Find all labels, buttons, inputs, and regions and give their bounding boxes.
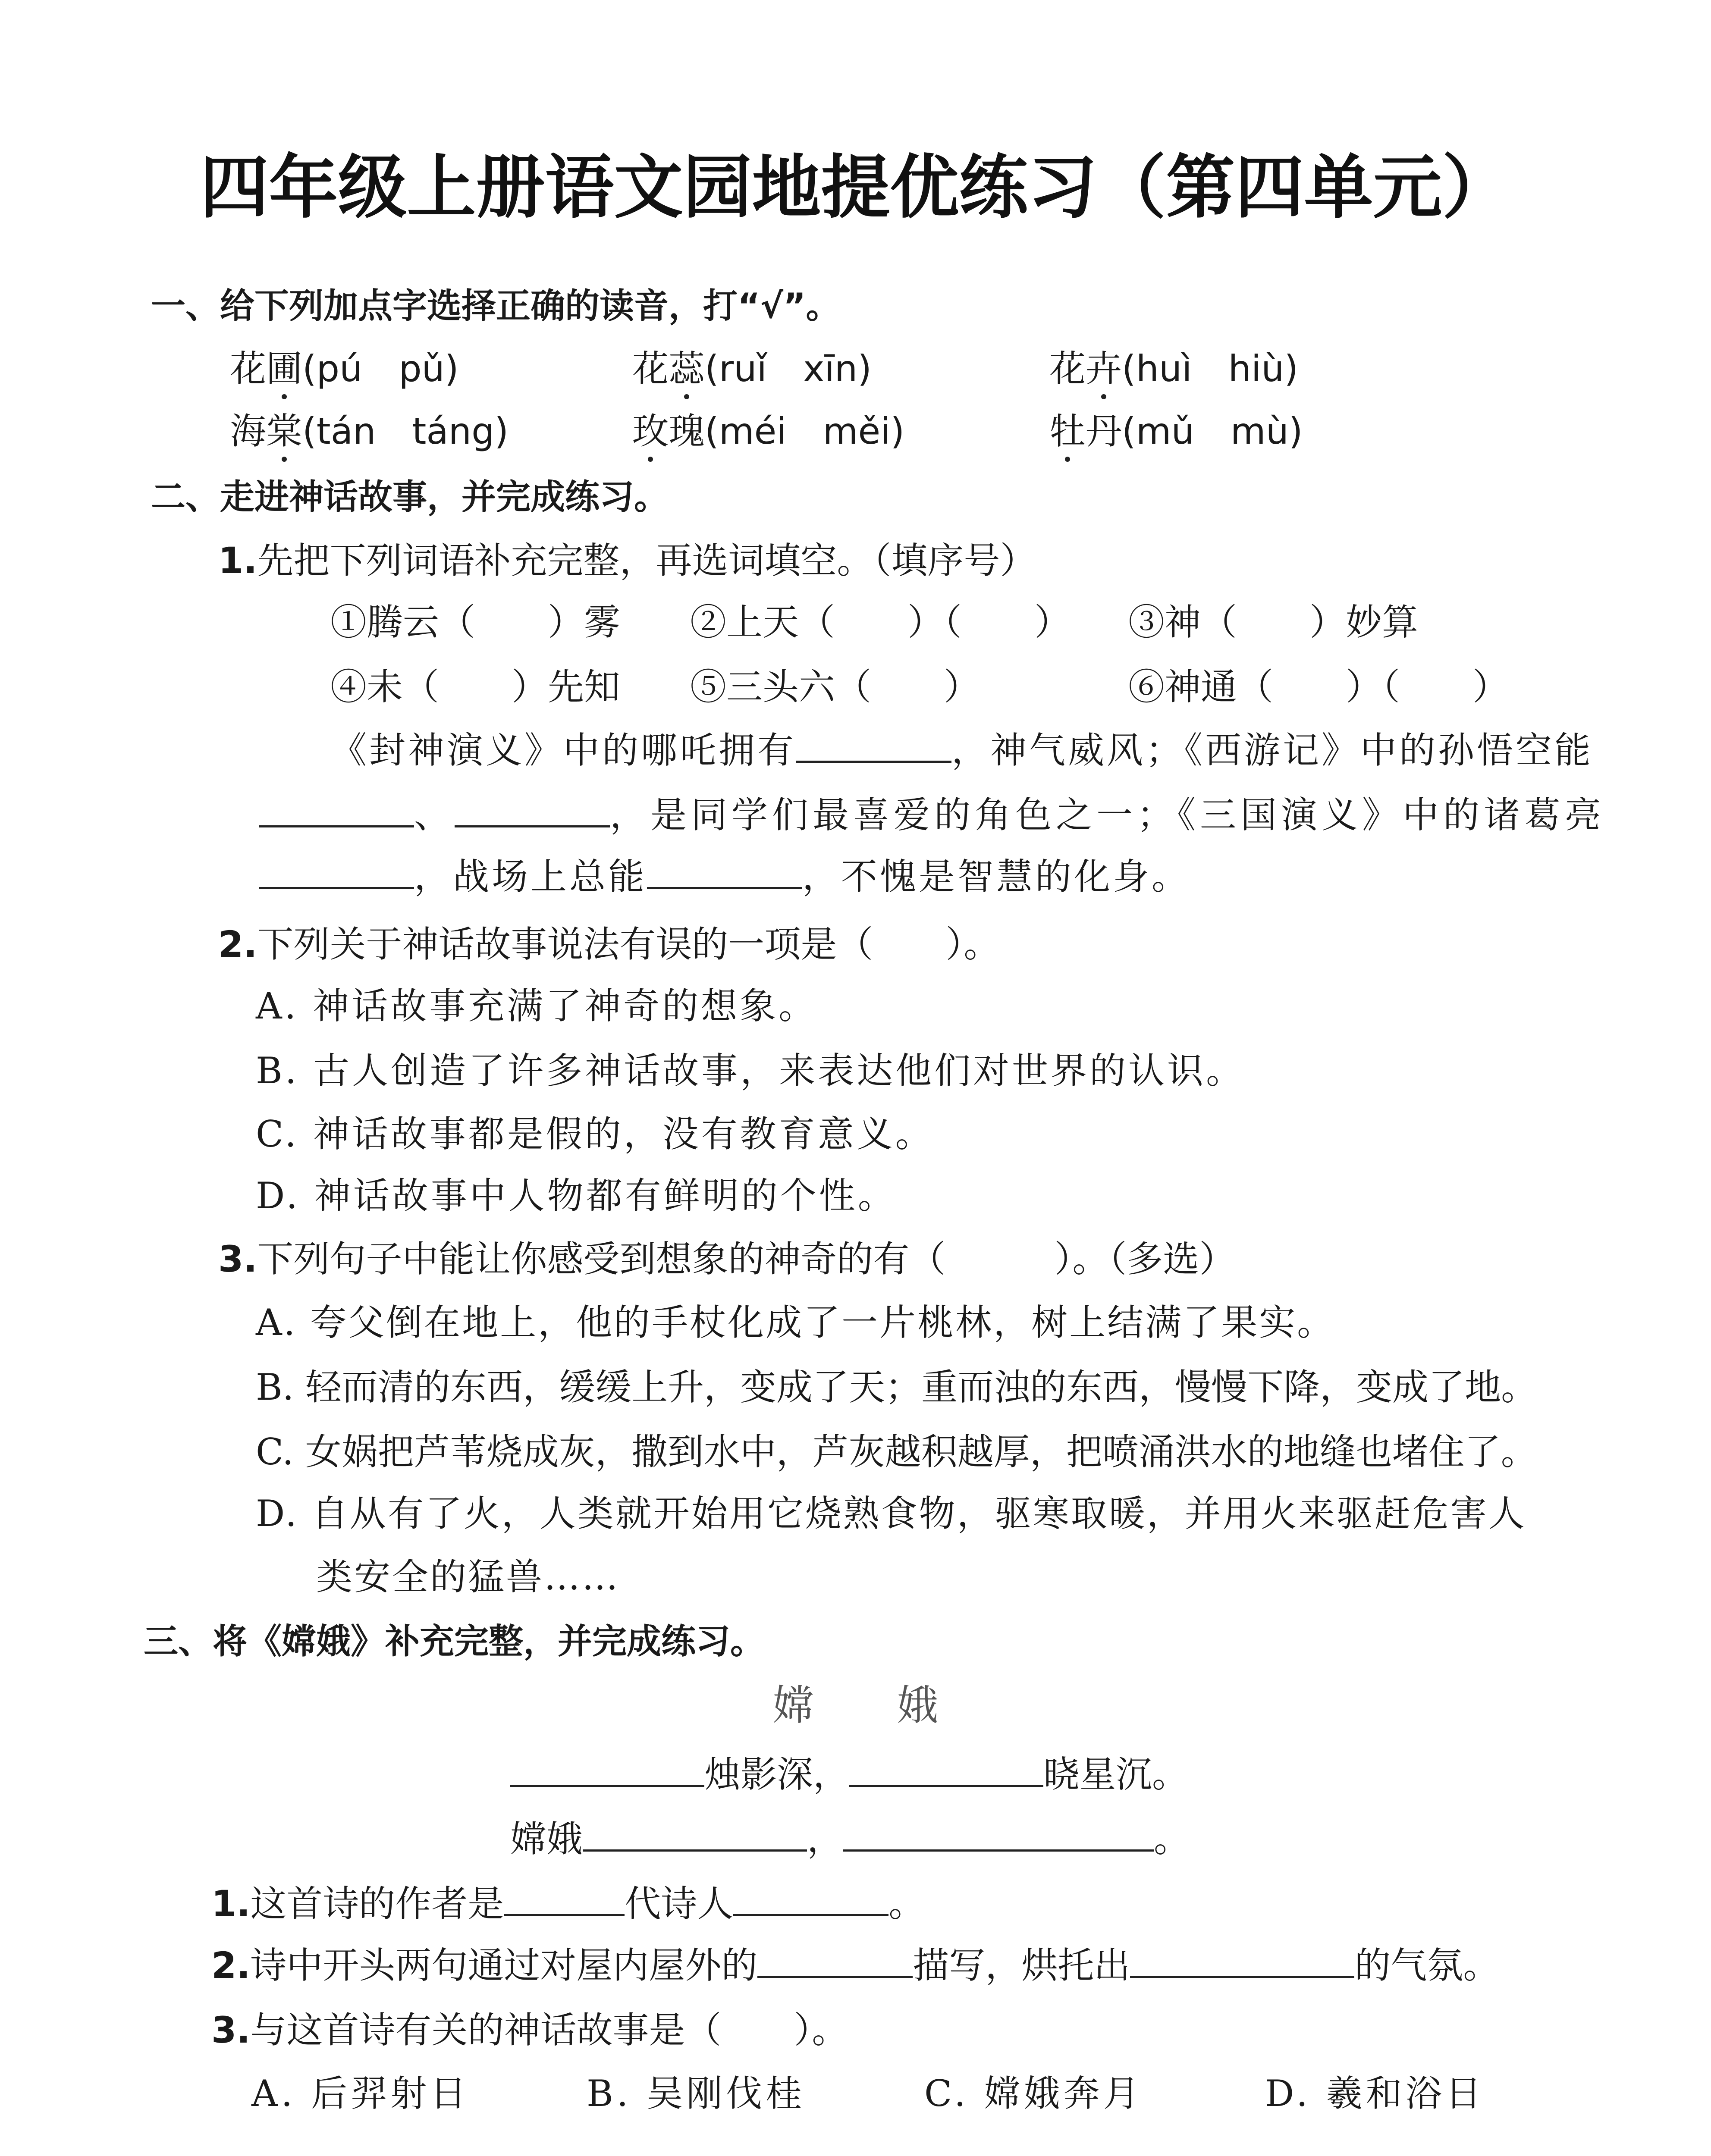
option-d-continued: 类安全的猛兽…… bbox=[316, 1556, 620, 1598]
answer-blank[interactable] bbox=[647, 857, 802, 889]
answer-blank[interactable] bbox=[757, 1946, 913, 1978]
answer-blank[interactable] bbox=[455, 795, 610, 827]
answer-blank[interactable] bbox=[1130, 1946, 1354, 1978]
answer-blank[interactable] bbox=[849, 1755, 1043, 1787]
fill-paragraph-line: ，战场上总能 ，不愧是智慧的化身。 bbox=[259, 853, 1190, 900]
word-item: ④未（ ）先知 bbox=[330, 666, 621, 708]
pinyin-item: 花卉(huì hiù) bbox=[1049, 348, 1299, 390]
option-c[interactable]: C. 神话故事都是假的，没有教育意义。 bbox=[256, 1113, 934, 1155]
word-item: ②上天（ ）（ ） bbox=[690, 601, 1071, 643]
question-3-2: 2.诗中开头两句通过对屋内屋外的 描写，烘托出 的气氛。 bbox=[211, 1944, 1500, 1987]
section-1-heading: 一、给下列加点字选择正确的读音，打“√”。 bbox=[151, 286, 841, 326]
answer-blank[interactable] bbox=[504, 1884, 625, 1916]
pinyin-item: 花蕊(ruǐ xīn) bbox=[632, 348, 872, 390]
option-a[interactable]: A. 神话故事充满了神奇的想象。 bbox=[256, 985, 818, 1027]
question-2-3: 3.下列句子中能让你感受到想象的神奇的有（ ）。（多选） bbox=[218, 1238, 1236, 1280]
option-a[interactable]: A. 后羿射日 bbox=[251, 2072, 470, 2115]
question-2-2: 2.下列关于神话故事说法有误的一项是（ ）。 bbox=[218, 923, 1000, 965]
option-c[interactable]: C. 嫦娥奔月 bbox=[924, 2072, 1143, 2115]
question-2-1: 1.先把下列词语补充完整，再选词填空。（填序号） bbox=[218, 539, 1036, 582]
option-d[interactable]: D. 神话故事中人物都有鲜明的个性。 bbox=[256, 1175, 897, 1217]
option-d[interactable]: D. 羲和浴日 bbox=[1265, 2072, 1485, 2115]
option-d[interactable]: D. 自从有了火，人类就开始用它烧熟食物，驱寒取暖，并用火来驱赶危害人 bbox=[256, 1492, 1526, 1535]
option-b[interactable]: B. 古人创造了许多神话故事，来表达他们对世界的认识。 bbox=[256, 1050, 1245, 1092]
answer-blank[interactable] bbox=[733, 1884, 888, 1916]
answer-blank[interactable] bbox=[583, 1819, 807, 1852]
pinyin-item: 海棠(tán táng) bbox=[230, 410, 509, 452]
option-b[interactable]: B. 吴刚伐桂 bbox=[587, 2072, 806, 2115]
fill-paragraph-line: 《封神演义》中的哪吒拥有 ，神气威风；《西游记》中的孙悟空能 bbox=[330, 729, 1594, 771]
answer-blank[interactable] bbox=[259, 857, 414, 889]
answer-blank[interactable] bbox=[843, 1819, 1154, 1852]
option-b[interactable]: B. 轻而清的东西，缓缓上升，变成了天；重而浊的东西，慢慢下降，变成了地。 bbox=[256, 1366, 1538, 1408]
answer-blank[interactable] bbox=[510, 1755, 704, 1787]
fill-paragraph-line: 、 ，是同学们最喜爱的角色之一；《三国演义》中的诸葛亮 bbox=[259, 791, 1605, 839]
word-item: ③神（ ）妙算 bbox=[1128, 601, 1419, 643]
option-c[interactable]: C. 女娲把芦苇烧成灰，撒到水中，芦灰越积越厚，把喷涌洪水的地缝也堵住了。 bbox=[256, 1431, 1537, 1473]
poem-title: 嫦 娥 bbox=[772, 1681, 939, 1730]
poem-line-1: 烛影深， 晓星沉。 bbox=[510, 1751, 1188, 1798]
word-item: ⑥神通（ ）（ ） bbox=[1128, 666, 1509, 708]
question-3-3: 3.与这首诗有关的神话故事是（ ）。 bbox=[211, 2009, 848, 2051]
word-item: ⑤三头六（ ） bbox=[690, 666, 980, 708]
option-a[interactable]: A. 夸父倒在地上，他的手杖化成了一片桃林，树上结满了果实。 bbox=[256, 1301, 1335, 1344]
page-title: 四年级上册语文园地提优练习（第四单元） bbox=[200, 147, 1511, 228]
poem-line-2: 嫦娥 ， 。 bbox=[510, 1818, 1190, 1860]
answer-blank[interactable] bbox=[259, 795, 414, 827]
answer-blank[interactable] bbox=[796, 730, 951, 763]
pinyin-item: 玫瑰(méi měi) bbox=[632, 410, 905, 452]
word-item: ①腾云（ ）雾 bbox=[330, 601, 621, 643]
pinyin-item: 牡丹(mǔ mù) bbox=[1049, 410, 1303, 452]
pinyin-item: 花圃(pú pǔ) bbox=[230, 348, 459, 390]
section-2-heading: 二、走进神话故事，并完成练习。 bbox=[151, 477, 669, 517]
section-3-heading: 三、将《嫦娥》补充完整，并完成练习。 bbox=[144, 1621, 765, 1661]
question-3-1: 1.这首诗的作者是 代诗人 。 bbox=[211, 1883, 925, 1925]
